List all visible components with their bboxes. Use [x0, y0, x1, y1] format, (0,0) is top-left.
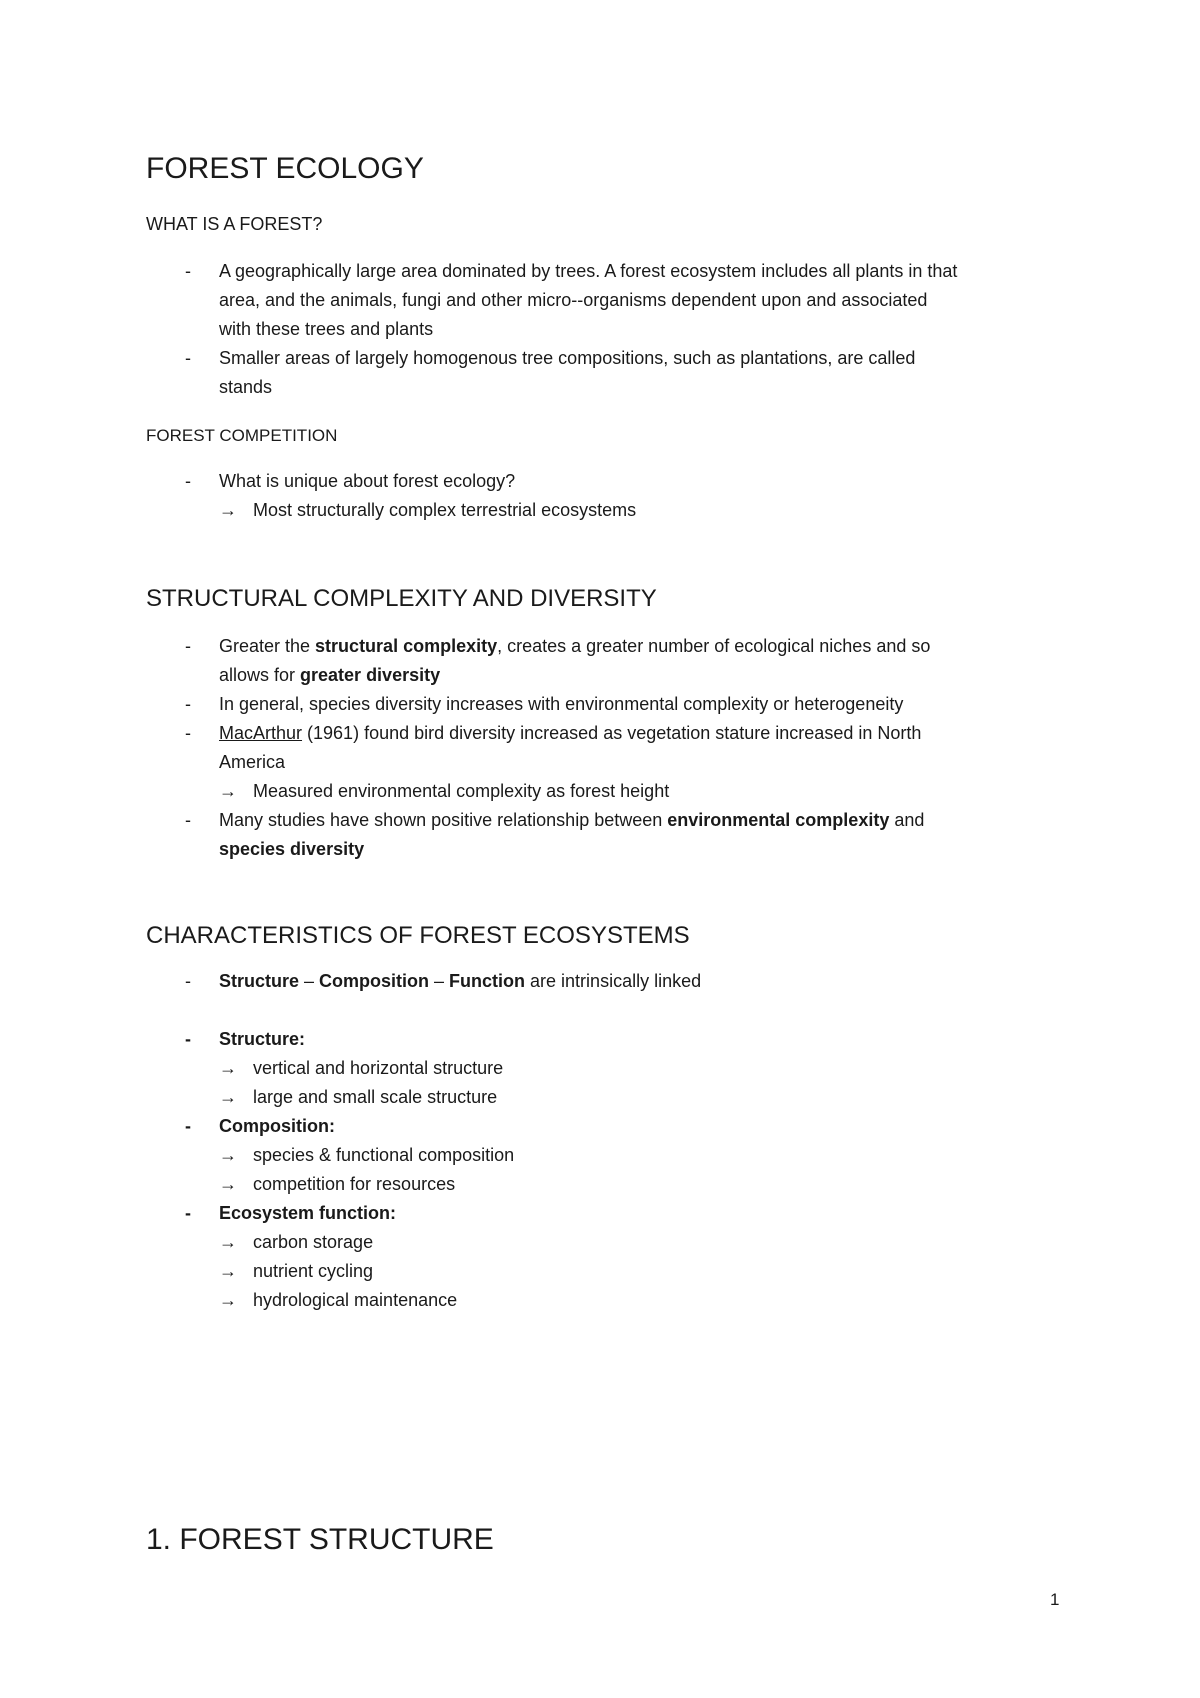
- text-run: –: [299, 971, 320, 991]
- page-number: 1: [1050, 1590, 1060, 1609]
- bold-run: Composition: [319, 971, 430, 991]
- what-is-b1-line2: area, and the animals, fungi and other micro--organisms dependent upon and associated: [219, 290, 928, 310]
- macarthur-link[interactable]: MacArthur: [219, 723, 303, 743]
- composition-item: competition for resources: [253, 1174, 456, 1194]
- text-run: , creates a greater number of ecological niches and so: [497, 636, 931, 656]
- bullet-dash: -: [185, 971, 191, 991]
- arrow-bullet: →: [219, 1145, 237, 1165]
- function-label: Ecosystem function:: [219, 1203, 397, 1223]
- composition-item: species & functional composition: [253, 1145, 515, 1165]
- text-run: allows for: [219, 665, 301, 685]
- bullet-dash: -: [185, 723, 191, 743]
- function-item: carbon storage: [253, 1232, 374, 1252]
- bold-run: species diversity: [219, 839, 365, 859]
- what-is-b2-line2: stands: [219, 377, 273, 397]
- document-title: FOREST ECOLOGY: [146, 152, 424, 185]
- what-is-b1-line3: with these trees and plants: [219, 319, 434, 339]
- arrow-bullet: →: [219, 1174, 237, 1194]
- bullet-dash: -: [185, 694, 191, 714]
- function-item: hydrological maintenance: [253, 1290, 458, 1310]
- characteristics-heading: CHARACTERISTICS OF FOREST ECOSYSTEMS: [146, 922, 690, 949]
- bullet-dash: -: [185, 348, 191, 368]
- structural-heading: STRUCTURAL COMPLEXITY AND DIVERSITY: [146, 585, 657, 612]
- structure-label: Structure:: [219, 1029, 306, 1049]
- arrow-bullet: →: [219, 1087, 237, 1107]
- text-run: are intrinsically linked: [525, 971, 702, 991]
- bold-run: greater diversity: [300, 665, 441, 685]
- structural-b1-line1: [219, 636, 930, 657]
- what-is-forest-heading: WHAT IS A FOREST?: [146, 214, 323, 234]
- structure-item: vertical and horizontal structure: [253, 1058, 504, 1078]
- arrow-bullet: →: [219, 1058, 237, 1078]
- arrow-bullet: →: [219, 781, 237, 801]
- arrow-bullet: →: [219, 1261, 237, 1281]
- forest-competition-heading: FOREST COMPETITION: [146, 426, 338, 445]
- bold-run: Structure: [219, 971, 300, 991]
- bold-run: structural complexity: [315, 636, 498, 656]
- structural-b3-line1: [219, 723, 921, 744]
- what-is-b1-line1: A geographically large area dominated by trees. A forest ecosystem includes all plants in that: [219, 261, 958, 281]
- structural-b1-line2: [219, 665, 440, 686]
- what-is-b2-line1: Smaller areas of largely homogenous tree compositions, such as plantations, are called: [219, 348, 916, 368]
- arrow-bullet: →: [219, 500, 237, 520]
- bullet-dash: -: [185, 810, 191, 830]
- arrow-bullet: →: [219, 1290, 237, 1310]
- bold-run: environmental complexity: [667, 810, 890, 830]
- composition-label: Composition:: [219, 1116, 335, 1136]
- text-run: (1961) found bird diversity increased as vegetation stature increased in North: [302, 723, 922, 743]
- section-1-heading: 1. FOREST STRUCTURE: [146, 1523, 494, 1556]
- structure-item: large and small scale structure: [253, 1087, 498, 1107]
- text-run: –: [429, 971, 450, 991]
- structural-b2: In general, species diversity increases with environmental complexity or heterogeneity: [219, 694, 904, 714]
- characteristics-b1: [219, 971, 701, 992]
- structural-b4-line2: [219, 839, 364, 860]
- text-run: Greater the: [219, 636, 316, 656]
- text-run: and: [889, 810, 925, 830]
- bullet-dash: -: [185, 636, 191, 656]
- structural-b3-line2: America: [219, 752, 286, 772]
- bullet-dash: -: [185, 471, 191, 491]
- bold-run: Function: [449, 971, 526, 991]
- structural-a1: Measured environmental complexity as forest height: [253, 781, 670, 801]
- arrow-bullet: →: [219, 1232, 237, 1252]
- text-run: Many studies have shown positive relationship between: [219, 810, 668, 830]
- competition-a1: Most structurally complex terrestrial ecosystems: [253, 500, 637, 520]
- structural-b4-line1: [219, 810, 924, 831]
- function-item: nutrient cycling: [253, 1261, 374, 1281]
- bullet-dash: -: [185, 1203, 191, 1223]
- bullet-dash: -: [185, 1116, 191, 1136]
- bullet-dash: -: [185, 261, 191, 281]
- bullet-dash: -: [185, 1029, 191, 1049]
- competition-b1: What is unique about forest ecology?: [219, 471, 516, 491]
